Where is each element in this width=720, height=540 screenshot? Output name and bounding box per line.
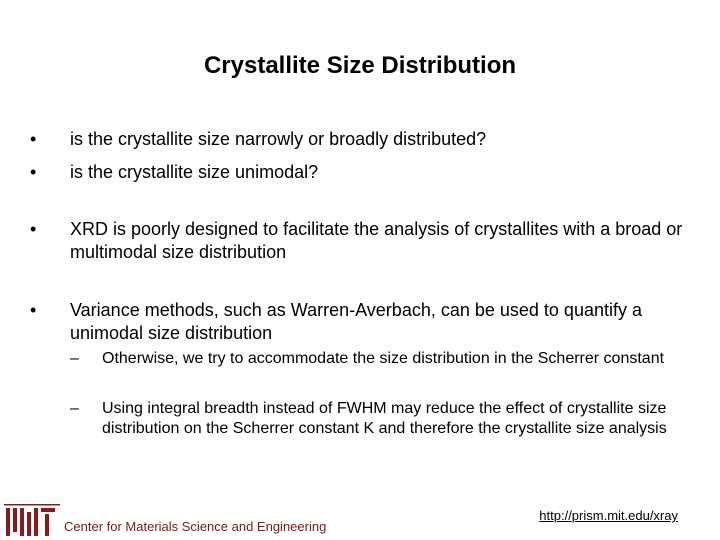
bullet-marker: • bbox=[30, 162, 37, 182]
sub-bullet-marker: – bbox=[70, 400, 79, 417]
bullet-marker: • bbox=[30, 300, 37, 320]
bullet-item bbox=[30, 161, 690, 184]
sub-bullet-text: Using integral breadth instead of FWHM may reduce the effect of crystallite size distribution on the Scherrer constant K and therefore the crystallite size analysis bbox=[102, 400, 667, 437]
sub-bullet-item bbox=[70, 399, 670, 439]
bullet-item bbox=[30, 299, 690, 345]
mit-logo-icon bbox=[0, 500, 62, 540]
bullet-text: Variance methods, such as Warren-Averbach, can be used to quantify a unimodal size distribution bbox=[70, 300, 642, 343]
sub-bullet-text: Otherwise, we try to accommodate the size distribution in the Scherrer constant bbox=[102, 350, 665, 367]
bullet-marker: • bbox=[30, 219, 37, 239]
center-name: Center for Materials Science and Engineering bbox=[64, 519, 327, 534]
bullet-item bbox=[30, 218, 690, 264]
footer-branding bbox=[0, 500, 400, 540]
sub-bullet-item bbox=[70, 349, 670, 369]
bullet-text: is the crystallite size unimodal? bbox=[70, 162, 319, 182]
sub-bullet-marker: – bbox=[70, 350, 79, 367]
bullet-text: XRD is poorly designed to facilitate the analysis of crystallites with a broad or multimodal size distribution bbox=[70, 219, 683, 262]
footer-link[interactable]: http://prism.mit.edu/xray bbox=[539, 508, 678, 523]
slide-title: Crystallite Size Distribution bbox=[203, 52, 517, 79]
bullet-marker: • bbox=[30, 129, 37, 149]
bullet-item bbox=[30, 128, 690, 151]
bullet-text: is the crystallite size narrowly or broadly distributed? bbox=[70, 129, 487, 149]
